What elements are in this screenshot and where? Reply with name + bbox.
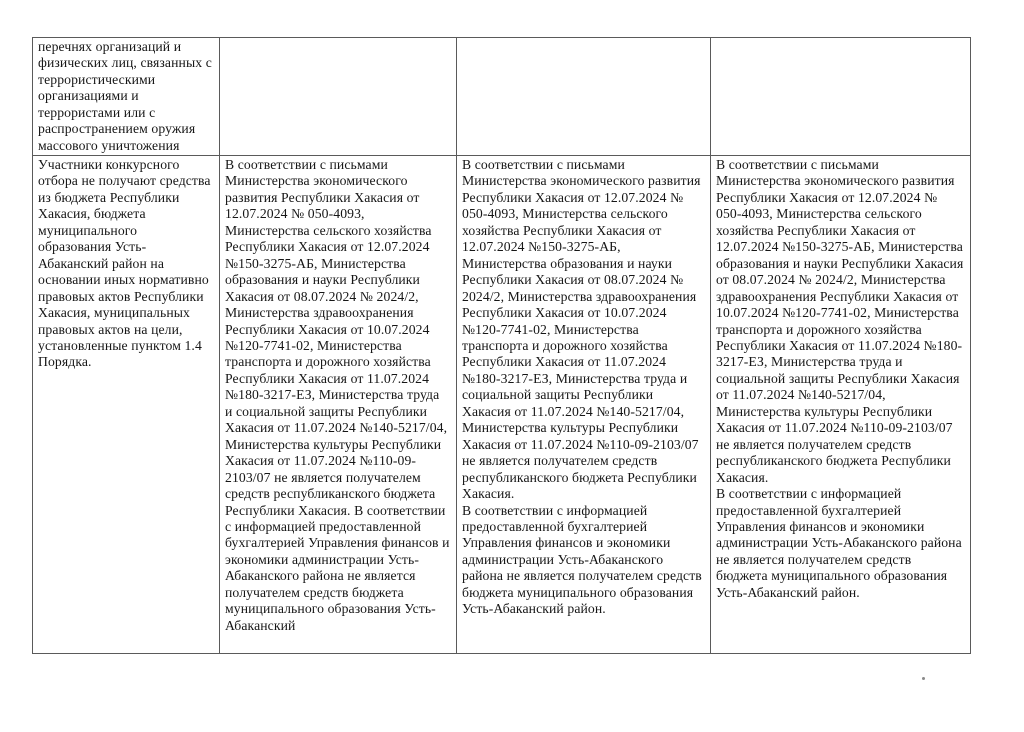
cell-text: В соответствии с информацией предоставленной бухгалтерией Управления финансов и экономики администрации Усть-Абаканского района не является получателем средств бюджета муниципального образования Усть-Абаканский район. [716,486,962,600]
scan-speck [922,677,925,680]
cell-text: Участники конкурсного отбора не получают средства из бюджета Республики Хакасия, бюджета муниципального образования Усть-Абаканский район на основании иных нормативно правовых актов Республики Хакасия, муниципальных правовых актов на цели, установленные пунктом 1.4 Порядка. [38,157,211,370]
cell-text: В соответствии с письмами Министерства экономического развития Республики Хакасия от 12.07.2024 № 050-4093, Министерства сельского хозяйства Республики Хакасия от 12.07.2024 №150-3275-АБ, Министерства образования и науки Республики Хакасия от 08.07.2024 № 2024/2, Министерства здравоохранения Республики Хакасия от 10.07.2024 №120-7741-02, Министерства транспорта и дорожного хозяйства Республики Хакасия от 11.07.2024 №180-3217-ЕЗ, Министерства труда и социальной защиты Республики Хакасия от 11.07.2024 №140-5217/04, Министерства культуры Республики Хакасия от 11.07.2024 №110-09-2103/07 не является получателем средств республиканского бюджета Республики Хакасия. [462,157,701,502]
table-cell [457,38,711,156]
table-row [33,38,971,156]
table-cell [220,156,457,654]
table-row [33,156,971,654]
table-cell [457,156,711,654]
cell-text: В соответствии с информацией предоставленной бухгалтерией Управления финансов и экономики администрации Усть-Абаканского района не является получателем средств бюджета муниципального образования Усть-Абаканский район. [462,502,702,617]
table-cell [220,38,457,156]
cell-text: В соответствии с письмами Министерства экономического развития Республики Хакасия от 12.07.2024 № 050-4093, Министерства сельского хозяйства Республики Хакасия от 12.07.2024 №150-3275-АБ, Министерства образования и науки Республики Хакасия от 08.07.2024 № 2024/2, Министерства здравоохранения Республики Хакасия от 10.07.2024 №120-7741-02, Министерства транспорта и дорожного хозяйства Республики Хакасия от 11.07.2024 №180-3217-ЕЗ, Министерства труда и социальной защиты Республики Хакасия от 11.07.2024 №140-5217/04, Министерства культуры Республики Хакасия от 11.07.2024 №110-09-2103/07 не является получателем средств республиканского бюджета Республики Хакасия. В соответствии с информацией предоставленной бухгалтерией Управления финансов и экономики администрации Усть-Абаканского района не является получателем средств бюджета муниципального образования Усть-Абаканский [225,157,450,633]
table-cell [711,38,971,156]
cell-text: В соответствии с письмами Министерства экономического развития Республики Хакасия от 12.07.2024 № 050-4093, Министерства сельского хозяйства Республики Хакасия от 12.07.2024 №150-3275-АБ, Министерства образования и науки Республики Хакасия от 08.07.2024 № 2024/2, Министерства здравоохранения Республики Хакасия от 10.07.2024 №120-7741-02, Министерства транспорта и дорожного хозяйства Республики Хакасия от 11.07.2024 №180-3217-ЕЗ, Министерства труда и социальной защиты Республики Хакасия от 11.07.2024 №140-5217/04, Министерства культуры Республики Хакасия от 11.07.2024 №110-09-2103/07 не является получателем средств республиканского бюджета Республики Хакасия. [716,157,964,485]
cell-text: перечнях организаций и физических лиц, связанных с террористическими организациями и террористами или с распространением оружия массового уничтожения [38,39,212,153]
table-cell [33,38,220,156]
table-cell [33,156,220,654]
document-table [32,37,971,654]
table-cell [711,156,971,654]
